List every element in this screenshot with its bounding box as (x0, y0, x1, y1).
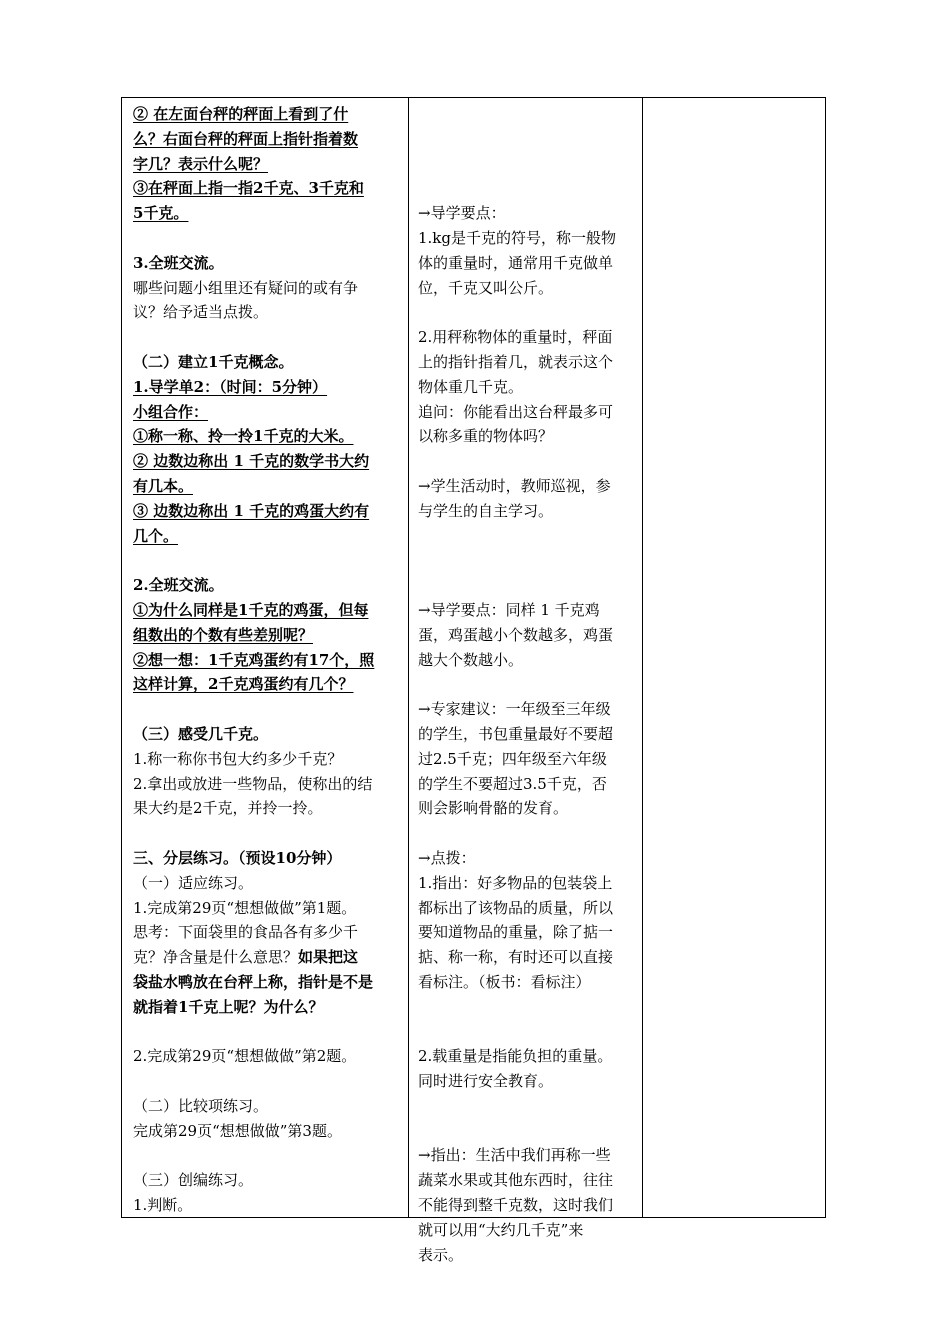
process-line (133, 251, 409, 276)
guidance-line: 要知道物品的重量，除了掂一 (418, 923, 614, 942)
process-line-text: 组数出的个数有些差别呢？ (133, 625, 314, 644)
process-line (133, 995, 409, 1020)
process-line (133, 871, 409, 896)
process-line-text: 有几本。 (133, 476, 194, 495)
guidance-line (418, 995, 642, 1020)
process-line-text: 完成第29页“想想做做”第3题。 (133, 1121, 342, 1140)
process-line (133, 400, 409, 425)
reflection-column (643, 98, 825, 1217)
guidance-line: 体的重量时，通常用千克做单 (418, 253, 614, 272)
process-line (133, 548, 409, 573)
process-line (133, 747, 409, 772)
process-line-text: ③在秤面上指一指2千克、3千克和 (133, 179, 364, 198)
guidance-line (418, 524, 642, 549)
process-line-text: 么？右面台秤的秤面上指针指着数 (133, 129, 359, 148)
process-line (133, 524, 409, 549)
process-line (133, 896, 409, 921)
teaching-process-column (133, 102, 409, 1218)
guidance-line: 位，千克又叫公斤。 (418, 278, 554, 297)
process-line (133, 722, 409, 747)
process-line (133, 449, 409, 474)
guidance-line (418, 127, 642, 152)
guidance-line: 1.指出：好多物品的包装袋上 (418, 873, 613, 892)
guidance-line: 表示。 (418, 1245, 464, 1264)
guidance-line: 的学生不要超过3.5千克，否 (418, 774, 607, 793)
guidance-line: 蔬菜水果或其他东西时，往往 (418, 1171, 614, 1190)
process-line (133, 325, 409, 350)
process-line (133, 697, 409, 722)
process-line-text: （一）适应练习。 (133, 873, 254, 892)
guidance-line: →指出：生活中我们再称一些 (418, 1146, 611, 1165)
process-line-text: 克？净含量是什么意思？ (133, 948, 299, 967)
lesson-plan-table (121, 97, 826, 1264)
process-line (133, 1119, 409, 1144)
guidance-line: 越大个数越小。 (418, 650, 524, 669)
process-line-text: 1.称一称你书包大约多少千克？ (133, 749, 343, 768)
process-line (133, 276, 409, 301)
process-line (133, 474, 409, 499)
process-line (133, 821, 409, 846)
process-line (133, 1019, 409, 1044)
process-line (133, 672, 409, 697)
guidance-line (418, 102, 642, 127)
guidance-line (418, 176, 642, 201)
guidance-line: 掂、称一称，有时还可以直接 (418, 948, 614, 967)
guidance-line: 过2.5千克；四年级至六年级 (418, 749, 607, 768)
guidance-line (418, 1094, 642, 1119)
guidance-notes-column (418, 102, 642, 1267)
process-line (133, 375, 409, 400)
process-line (133, 920, 409, 945)
guidance-line (418, 1119, 642, 1144)
process-line (133, 499, 409, 524)
guidance-line: 物体重几千克。 (418, 377, 524, 396)
process-line (133, 300, 409, 325)
process-line (133, 127, 409, 152)
process-line-text: （二）建立1千克概念。 (133, 352, 294, 371)
guidance-line: →专家建议：一年级至三年级 (418, 700, 611, 719)
process-line (133, 1193, 409, 1218)
guidance-line: 蛋，鸡蛋越小个数越多，鸡蛋 (418, 625, 614, 644)
process-line-text: 哪些问题小组里还有疑问的或有争 (133, 278, 359, 297)
guidance-line: →导学要点： (418, 204, 506, 223)
guidance-line: 同时进行安全教育。 (418, 1072, 554, 1091)
process-line-text: 5千克。 (133, 204, 189, 223)
process-line-text: 字几？表示什么呢？ (133, 154, 269, 173)
guidance-line: 上的指针指着几，就表示这个 (418, 352, 614, 371)
guidance-line: 不能得到整千克数，这时我们 (418, 1196, 614, 1215)
process-line (133, 623, 409, 648)
process-line-text: 1.完成第29页“想想做做”第1题。 (133, 898, 357, 917)
guidance-line (418, 152, 642, 177)
process-line-text: 1.导学单2：（时间：5分钟） (133, 377, 328, 396)
process-line (133, 201, 409, 226)
process-line (133, 350, 409, 375)
process-line-emphasis: 如果把这 (298, 948, 359, 967)
guidance-line: 的学生，书包重量最好不要超 (418, 724, 614, 743)
process-line (133, 1168, 409, 1193)
process-line-text: （二）比较项练习。 (133, 1096, 269, 1115)
process-line-text: 这样计算，2千克鸡蛋约有几个？ (133, 675, 354, 694)
process-line (133, 796, 409, 821)
process-line (133, 772, 409, 797)
guidance-line: 就可以用“大约几千克”来 (418, 1220, 584, 1239)
process-line (133, 1069, 409, 1094)
process-line-text: 2.全班交流。 (133, 576, 224, 595)
guidance-line (418, 548, 642, 573)
process-line (133, 152, 409, 177)
process-line-text: 思考：下面袋里的食品各有多少千 (133, 923, 359, 942)
guidance-line: 则会影响骨骼的发育。 (418, 799, 569, 818)
guidance-line (418, 672, 642, 697)
process-line-text: ①为什么同样是1千克的鸡蛋，但每 (133, 600, 369, 619)
guidance-line (418, 449, 642, 474)
process-line-text: 1.判断。 (133, 1196, 193, 1215)
process-line (133, 1094, 409, 1119)
process-line-text: 几个。 (133, 526, 179, 545)
guidance-line: 追问：你能看出这台秤最多可 (418, 402, 614, 421)
guidance-line: →学生活动时，教师巡视，参 (418, 476, 611, 495)
process-line-text: （三）感受几千克。 (133, 724, 269, 743)
process-line (133, 846, 409, 871)
process-line-text: 袋盐水鸭放在台秤上称，指针是不是 (133, 972, 374, 991)
process-line (133, 176, 409, 201)
guidance-line (418, 821, 642, 846)
guidance-line: 看标注。（板书：看标注） (418, 972, 591, 991)
guidance-line: 2.用秤称物体的重量时，秤面 (418, 328, 613, 347)
process-line (133, 1044, 409, 1069)
process-line (133, 424, 409, 449)
process-line-text: 就指着1千克上呢？为什么？ (133, 997, 324, 1016)
guidance-line (418, 300, 642, 325)
guidance-line (418, 1019, 642, 1044)
guidance-line: →点拨： (418, 848, 476, 867)
process-line-text: ③ 边数边称出 1 千克的鸡蛋大约有 (133, 501, 370, 520)
process-line (133, 970, 409, 995)
process-line-text: （三）创编练习。 (133, 1171, 254, 1190)
guidance-line (418, 573, 642, 598)
guidance-line: 2.载重量是指能负担的重量。 (418, 1047, 613, 1066)
guidance-line: 1.kg是千克的符号，称一般物 (418, 228, 617, 247)
process-line (133, 598, 409, 623)
guidance-line: 与学生的自主学习。 (418, 501, 554, 520)
process-line (133, 102, 409, 127)
process-line-text: ②想一想：1千克鸡蛋约有17个，照 (133, 650, 375, 669)
process-line (133, 1143, 409, 1168)
process-line-text: 2.拿出或放进一些物品，使称出的结 (133, 774, 373, 793)
process-line-text: ①称一称、拎一拎1千克的大米。 (133, 427, 354, 446)
process-line-text: ② 边数边称出 1 千克的数学书大约 (133, 452, 370, 471)
process-line-text: 小组合作： (133, 402, 209, 421)
process-line (133, 573, 409, 598)
process-line (133, 648, 409, 673)
process-line-text: 议？给予适当点拨。 (133, 303, 269, 322)
process-line (133, 226, 409, 251)
process-line-text: 2.完成第29页“想想做做”第2题。 (133, 1047, 357, 1066)
guidance-line: 以称多重的物体吗？ (418, 427, 554, 446)
guidance-line: →导学要点：同样 1 千克鸡 (418, 600, 600, 619)
process-line-text: ② 在左面台秤的秤面上看到了什 (133, 105, 349, 123)
process-line-text: 果大约是2千克，并拎一拎。 (133, 799, 323, 818)
guidance-line: 都标出了该物品的质量，所以 (418, 898, 614, 917)
process-line-text: 三、分层练习。（预设10分钟） (133, 848, 342, 867)
process-line (133, 945, 409, 970)
process-line-text: 3.全班交流。 (133, 253, 224, 272)
